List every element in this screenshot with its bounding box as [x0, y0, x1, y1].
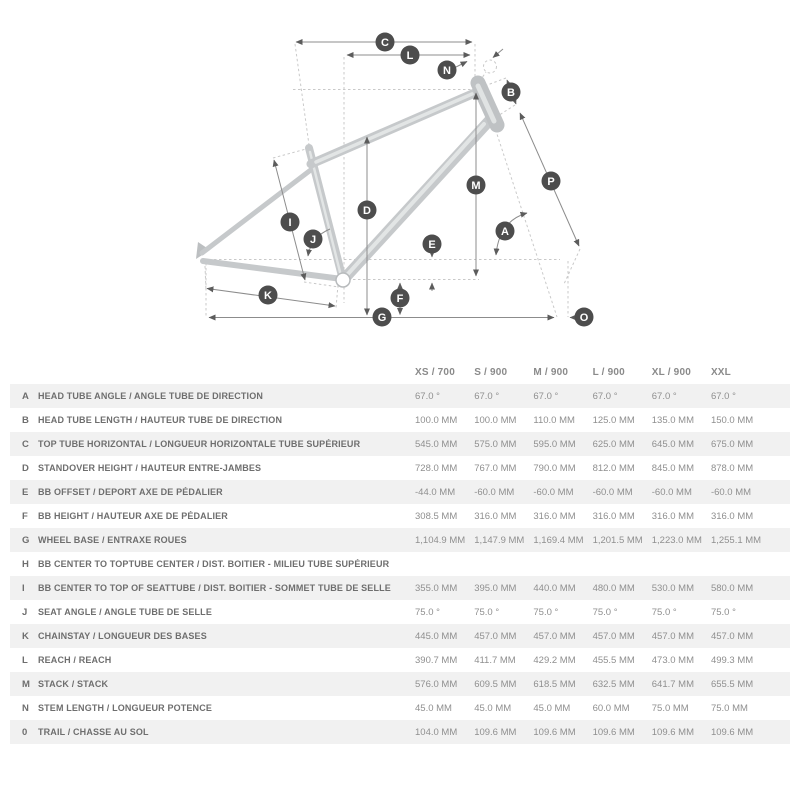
cell-value: 316.0 MM: [710, 510, 754, 522]
row-label: CHAINSTAY / LONGUEUR DES BASES: [38, 631, 207, 641]
cell-value: 1,255.1 MM: [710, 534, 762, 546]
cell-value: 75.0 MM: [710, 702, 748, 714]
cell-value: 75.0 °: [474, 606, 500, 618]
cell-value: 75.0 °: [415, 606, 440, 618]
row-key: J: [22, 606, 28, 618]
dimension-letter: K: [264, 289, 272, 302]
bike-frame: [196, 83, 497, 287]
row-key: 0: [22, 726, 28, 738]
dimension-letter: E: [428, 238, 436, 251]
table-row: [10, 408, 790, 432]
dimension-letter: J: [309, 233, 317, 246]
cell-value: 655.5 MM: [710, 678, 754, 690]
cell-value: 641.7 MM: [651, 678, 694, 690]
dimension-letter: M: [471, 179, 481, 192]
cell-value: -60.0 MM: [474, 486, 515, 498]
stem-clamp-circle: [484, 60, 497, 73]
cell-value: 480.0 MM: [592, 582, 635, 594]
dimension-letter: G: [377, 311, 387, 324]
table-row: [10, 456, 790, 480]
cell-value: 473.0 MM: [651, 654, 694, 666]
table-row: [10, 504, 790, 528]
dimension-letter: D: [363, 204, 371, 217]
cell-value: 308.5 MM: [415, 510, 458, 522]
dimension-callouts: [259, 33, 594, 327]
cell-value: 100.0 MM: [415, 414, 458, 426]
construction-lines: [204, 44, 580, 317]
row-key: L: [22, 654, 28, 666]
cell-value: 728.0 MM: [415, 462, 458, 474]
column-header: M / 900: [533, 367, 569, 378]
cell-value: 845.0 MM: [651, 462, 694, 474]
cell-value: 75.0 MM: [651, 702, 689, 714]
cell-value: 609.5 MM: [474, 678, 517, 690]
row-label: STACK / STACK: [38, 679, 109, 689]
cell-value: 109.6 MM: [592, 726, 635, 738]
cell-value: 1,223.0 MM: [651, 534, 702, 546]
row-key: G: [22, 534, 30, 546]
cell-value: 150.0 MM: [710, 414, 754, 426]
row-key: D: [22, 462, 29, 474]
cell-value: 395.0 MM: [474, 582, 517, 594]
cell-value: 109.6 MM: [533, 726, 576, 738]
table-row: [10, 720, 790, 744]
dimension-letter: O: [579, 311, 589, 324]
cell-value: 45.0 MM: [474, 702, 512, 714]
cell-value: 75.0 °: [533, 606, 559, 618]
table-row: [10, 480, 790, 504]
cell-value: 67.0 °: [651, 390, 677, 402]
cell-value: 457.0 MM: [710, 630, 754, 642]
row-key: C: [22, 438, 29, 450]
dim-N-stem-a: [456, 62, 467, 68]
dimension-letter: L: [406, 49, 414, 62]
cell-value: 75.0 °: [710, 606, 736, 618]
cell-value: 390.7 MM: [415, 654, 458, 666]
cell-value: 109.6 MM: [474, 726, 517, 738]
cell-value: 625.0 MM: [592, 438, 635, 450]
cell-value: -60.0 MM: [651, 486, 692, 498]
dimension-letter: N: [443, 64, 451, 77]
cell-value: 457.0 MM: [651, 630, 694, 642]
dim-N-stem-b: [493, 49, 503, 58]
dimension-letter: C: [381, 36, 389, 49]
cell-value: 455.5 MM: [592, 654, 635, 666]
cell-value: 75.0 °: [651, 606, 677, 618]
table-row: [10, 600, 790, 624]
table-row: [10, 552, 790, 576]
cell-value: -44.0 MM: [415, 486, 456, 498]
cell-value: 457.0 MM: [533, 630, 576, 642]
dimension-letter: B: [507, 86, 515, 99]
cell-value: 645.0 MM: [651, 438, 694, 450]
column-header: S / 900: [474, 367, 508, 378]
cell-value: 1,104.9 MM: [415, 534, 466, 546]
dimension-letter: A: [501, 225, 509, 238]
row-label: HEAD TUBE LENGTH / HAUTEUR TUBE DE DIRECTION: [38, 415, 283, 425]
row-key: B: [22, 414, 29, 426]
cell-value: 411.7 MM: [474, 654, 516, 666]
row-key: E: [22, 486, 29, 498]
cell-value: 125.0 MM: [592, 414, 635, 426]
table-row: [10, 624, 790, 648]
cell-value: 45.0 MM: [533, 702, 571, 714]
cell-value: 790.0 MM: [533, 462, 576, 474]
cell-value: 67.0 °: [415, 390, 440, 402]
cell-value: 109.6 MM: [651, 726, 694, 738]
table-row: [10, 528, 790, 552]
row-key: M: [22, 678, 30, 690]
table-header: [10, 352, 790, 384]
bike-geometry-diagram: [0, 0, 800, 352]
row-label: BB CENTER TO TOP OF SEATTUBE / DIST. BOITIER - SOMMET TUBE DE SELLE: [38, 583, 391, 593]
column-header: XL / 900: [651, 367, 691, 378]
cell-value: 812.0 MM: [592, 462, 635, 474]
cell-value: 1,201.5 MM: [592, 534, 643, 546]
row-key: K: [22, 630, 29, 642]
row-label: REACH / REACH: [38, 655, 112, 665]
cell-value: 675.0 MM: [710, 438, 754, 450]
row-key: H: [22, 558, 29, 570]
cell-value: 595.0 MM: [533, 438, 576, 450]
cell-value: 618.5 MM: [533, 678, 576, 690]
column-header: XS / 700: [415, 367, 455, 378]
cell-value: 316.0 MM: [651, 510, 694, 522]
cell-value: 355.0 MM: [415, 582, 458, 594]
cell-value: 104.0 MM: [415, 726, 458, 738]
row-label: WHEEL BASE / ENTRAXE ROUES: [38, 535, 187, 545]
cell-value: 45.0 MM: [415, 702, 452, 714]
cell-value: 580.0 MM: [710, 582, 754, 594]
row-label: HEAD TUBE ANGLE / ANGLE TUBE DE DIRECTION: [38, 391, 263, 401]
cell-value: -60.0 MM: [592, 486, 633, 498]
row-label: STANDOVER HEIGHT / HAUTEUR ENTRE-JAMBES: [38, 463, 262, 473]
cell-value: 429.2 MM: [533, 654, 576, 666]
cell-value: 109.6 MM: [710, 726, 754, 738]
cell-value: 632.5 MM: [592, 678, 635, 690]
dimension-letter: I: [288, 216, 292, 229]
column-header: XXL: [710, 367, 731, 378]
table-row: [10, 432, 790, 456]
bottom-bracket: [336, 273, 350, 287]
cell-value: 75.0 °: [592, 606, 618, 618]
row-key: A: [22, 390, 29, 402]
row-key: F: [22, 510, 28, 522]
dimension-lines: [207, 42, 579, 318]
cell-value: 1,169.4 MM: [533, 534, 584, 546]
row-label: TOP TUBE HORIZONTAL / LONGUEUR HORIZONTALE TUBE SUPÉRIEUR: [38, 439, 361, 449]
table-row: [10, 648, 790, 672]
cell-value: 767.0 MM: [474, 462, 517, 474]
table-row: [10, 696, 790, 720]
cell-value: 457.0 MM: [592, 630, 635, 642]
table-row: [10, 672, 790, 696]
dimension-letter: P: [547, 175, 555, 188]
cell-value: 316.0 MM: [533, 510, 576, 522]
cell-value: 316.0 MM: [474, 510, 517, 522]
cell-value: 457.0 MM: [474, 630, 517, 642]
row-key: N: [22, 702, 29, 714]
row-label: BB CENTER TO TOPTUBE CENTER / DIST. BOITIER - MILIEU TUBE SUPÉRIEUR: [38, 559, 390, 569]
cell-value: 440.0 MM: [533, 582, 576, 594]
cell-value: 499.3 MM: [710, 654, 754, 666]
row-label: BB HEIGHT / HAUTEUR AXE DE PÉDALIER: [38, 511, 228, 521]
cell-value: 67.0 °: [592, 390, 618, 402]
chain-stay: [203, 261, 342, 279]
row-key: I: [22, 582, 25, 594]
cell-value: 67.0 °: [474, 390, 500, 402]
cell-value: 576.0 MM: [415, 678, 458, 690]
cell-value: 445.0 MM: [415, 630, 458, 642]
row-label: STEM LENGTH / LONGUEUR POTENCE: [38, 703, 213, 713]
cell-value: 530.0 MM: [651, 582, 694, 594]
cell-value: -60.0 MM: [710, 486, 752, 498]
table-row: [10, 576, 790, 600]
cell-value: 316.0 MM: [592, 510, 635, 522]
row-label: TRAIL / CHASSE AU SOL: [38, 727, 149, 737]
cell-value: 545.0 MM: [415, 438, 458, 450]
seat-stay: [202, 169, 312, 253]
column-header: L / 900: [592, 367, 625, 378]
cell-value: 878.0 MM: [710, 462, 754, 474]
row-label: BB OFFSET / DEPORT AXE DE PÉDALIER: [38, 487, 223, 497]
table-row: [10, 384, 790, 408]
cell-value: 1,147.9 MM: [474, 534, 525, 546]
cell-value: 67.0 °: [533, 390, 559, 402]
cell-value: 135.0 MM: [651, 414, 694, 426]
dimension-letter: F: [396, 292, 404, 305]
table-body: [10, 384, 790, 744]
cell-value: 67.0 °: [710, 390, 736, 402]
cell-value: 100.0 MM: [474, 414, 517, 426]
cell-value: 575.0 MM: [474, 438, 517, 450]
row-label: SEAT ANGLE / ANGLE TUBE DE SELLE: [38, 607, 212, 617]
geometry-table: [10, 352, 790, 744]
cell-value: 110.0 MM: [533, 414, 575, 426]
cell-value: -60.0 MM: [533, 486, 574, 498]
cell-value: 60.0 MM: [592, 702, 630, 714]
